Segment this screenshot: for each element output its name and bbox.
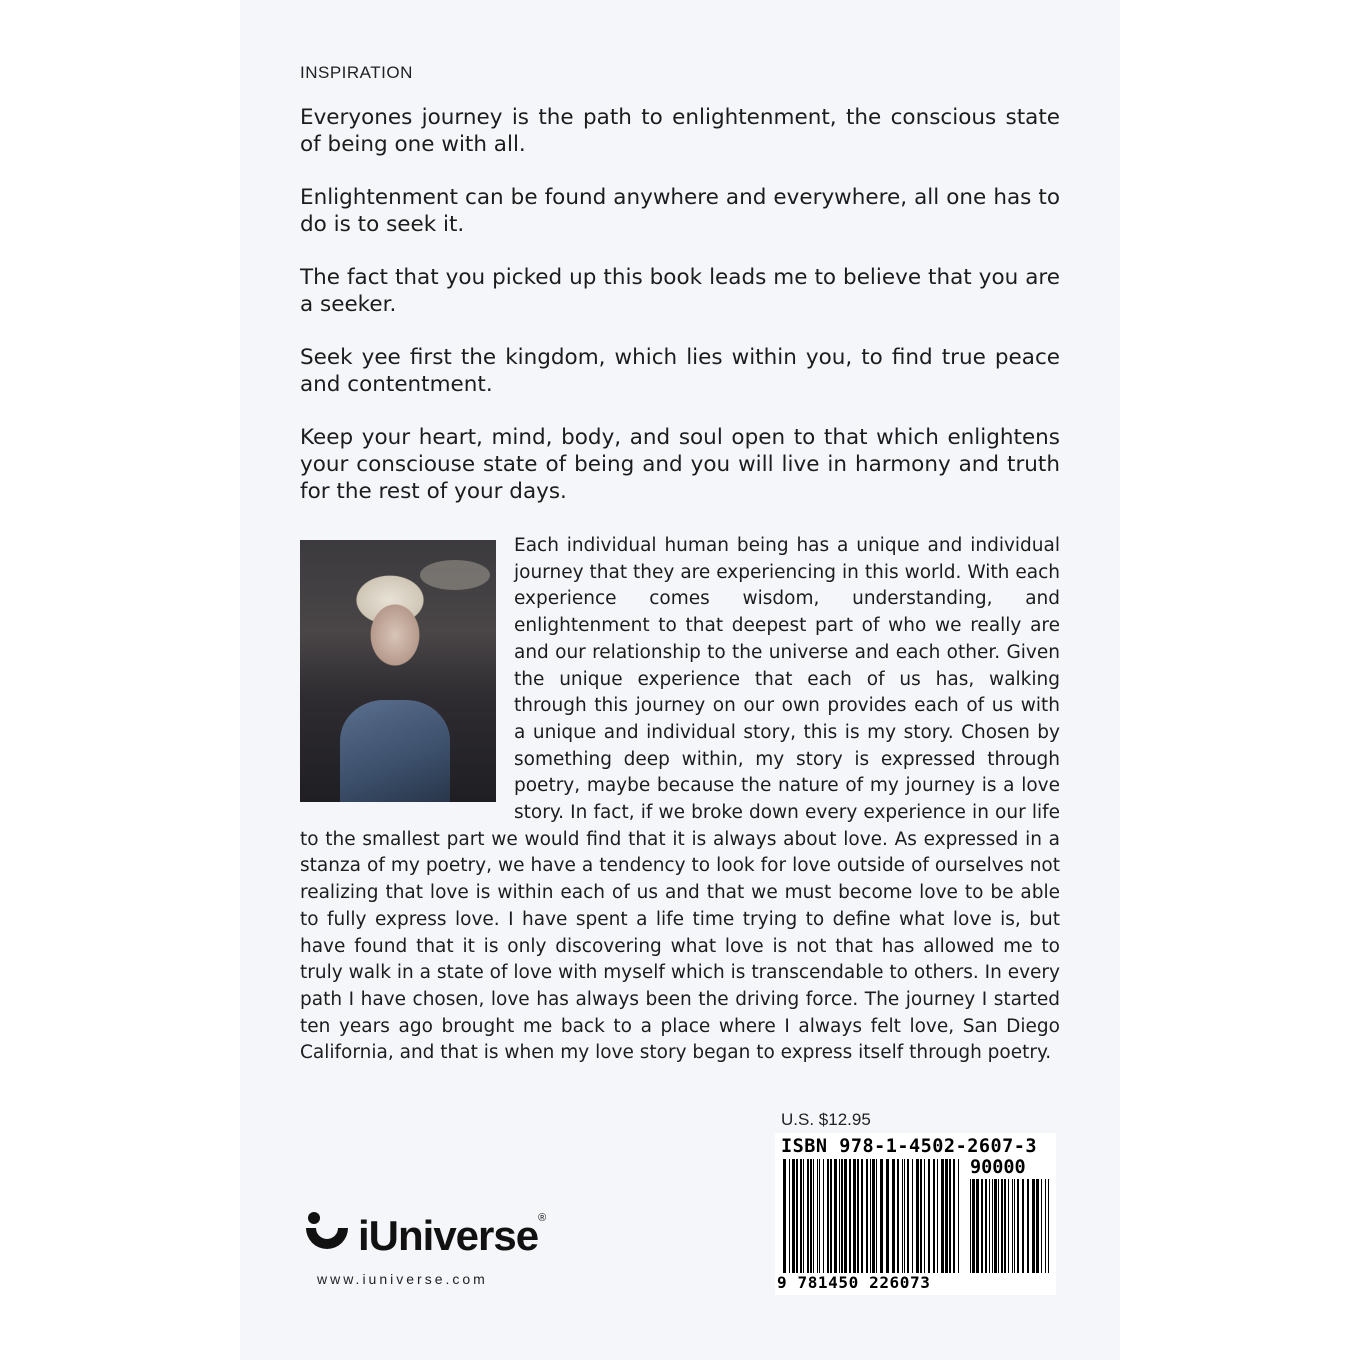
barcode-bar <box>904 1159 905 1273</box>
barcode-bar <box>989 1179 990 1273</box>
barcode-bar <box>849 1159 851 1273</box>
barcode-bar <box>1027 1179 1029 1273</box>
barcode-bar <box>853 1159 856 1273</box>
barcode-bar <box>949 1159 951 1273</box>
barcode-bar <box>970 1179 971 1273</box>
isbn-number: ISBN 978-1-4502-2607-3 <box>781 1136 1038 1157</box>
barcode-bar <box>807 1159 809 1273</box>
addon-barcode-bars <box>970 1179 1050 1283</box>
barcode-bar <box>1001 1179 1003 1273</box>
barcode-bar <box>992 1179 993 1273</box>
barcode-bar <box>876 1159 877 1273</box>
barcode-bar <box>937 1159 938 1273</box>
barcode-bar <box>912 1159 913 1273</box>
barcode-bar <box>1045 1179 1046 1273</box>
author-bio <box>300 533 1060 1067</box>
ean-number: 9 781450 226073 <box>777 1273 931 1292</box>
barcode-bar <box>928 1159 930 1273</box>
barcode-bar <box>819 1159 820 1273</box>
intro-text <box>300 104 1060 531</box>
barcode-bar <box>872 1159 875 1273</box>
barcode-bar <box>834 1159 837 1273</box>
barcode-bar <box>916 1159 919 1273</box>
barcode-bar <box>870 1159 871 1273</box>
photo-scarf <box>340 700 450 802</box>
barcode-bar <box>941 1159 944 1273</box>
publisher-url: www.iuniverse.com <box>317 1271 488 1287</box>
barcode-bar <box>857 1159 859 1273</box>
intro-paragraph: Seek yee first the kingdom, which lies within you, to find true peace and contentment. <box>300 345 1060 397</box>
barcode-bar <box>920 1159 922 1273</box>
ean-barcode-bars <box>783 1159 961 1283</box>
intro-paragraph: Everyones journey is the path to enlightenment, the conscious state of being one with all. <box>300 105 1060 157</box>
barcode-bar <box>1012 1179 1013 1273</box>
isbn-barcode <box>775 1133 1056 1295</box>
publisher-name <box>358 1212 545 1260</box>
publisher-logo <box>302 1210 545 1262</box>
barcode-bar <box>1032 1179 1035 1273</box>
intro-paragraph: Keep your heart, mind, body, and soul open to that which enlightens your consciouse state of being and you will live in harmony and truth for the rest of your days. <box>300 425 1060 504</box>
barcode-bar <box>789 1159 790 1283</box>
barcode-bar <box>907 1159 909 1273</box>
barcode-bar <box>841 1159 843 1273</box>
barcode-bar <box>981 1179 983 1273</box>
bio-text: Each individual human being has a unique and individual journey that they are experiencing in this world. With each experience comes wisdom, understanding, and enlightenment to that deepest part of who we really are and our relationship to the universe and each other. Given the unique experience that each of us has, walking through this journey on our own provides each of us with a unique and individual story, this is my story. Chosen by something deep within, my story is expressed through poetry, maybe because the nature of my journey is a love story. In fact, if we broke down every experience in our life to the smallest part we would find that it is always about love. As expressed in a stanza of my poetry, we have a tendency to look for love outside of ourselves not realizing that love is within each of us and that we must become love to be able to fully express love. I have spent a life time trying to define what love is, but have found that it is only discovering what love is not that has allowed me to truly walk in a state of love with myself which is transcendable to others. In every path I have chosen, love has always been the driving force. The journey I started ten years ago brought me back to a place where I always felt love, San Diego California, and that is when my love story began to express itself through poetry. <box>300 535 1060 1064</box>
author-photo <box>300 540 496 802</box>
barcode-bar <box>839 1159 840 1273</box>
photo-background-light <box>420 560 490 590</box>
barcode-bar <box>924 1159 925 1273</box>
price-label: U.S. $12.95 <box>781 1110 871 1129</box>
barcode-bar <box>985 1179 987 1273</box>
barcode-bar <box>897 1159 899 1283</box>
barcode-bar <box>1017 1179 1019 1273</box>
registered-mark: ® <box>538 1212 546 1224</box>
barcode-bar <box>953 1159 955 1273</box>
barcode-bar <box>958 1159 959 1273</box>
barcode-addon-number: 90000 <box>970 1157 1026 1178</box>
barcode-bar <box>813 1159 814 1273</box>
intro-paragraph: The fact that you picked up this book leads me to believe that you are a seeker. <box>300 265 1060 317</box>
intro-paragraph: Enlightenment can be found anywhere and everywhere, all one has to do is to seek it. <box>300 185 1060 237</box>
barcode-bar <box>972 1179 975 1273</box>
barcode-bar <box>830 1159 832 1273</box>
barcode-bar <box>866 1159 868 1273</box>
barcode-bar <box>810 1159 812 1273</box>
barcode-bar <box>844 1159 847 1273</box>
barcode-bar <box>817 1159 818 1273</box>
barcode-bar <box>945 1159 948 1273</box>
barcode-bar <box>886 1159 889 1273</box>
publisher-name-text: iUniverse <box>358 1212 539 1259</box>
barcode-bar <box>803 1159 804 1273</box>
barcode-bar <box>827 1159 829 1273</box>
barcode-bar <box>783 1159 786 1283</box>
iuniverse-logo-icon <box>302 1210 352 1262</box>
barcode-bar <box>933 1159 935 1273</box>
barcode-bar <box>861 1159 863 1273</box>
barcode-bar <box>994 1179 997 1273</box>
barcode-bar <box>1048 1179 1049 1273</box>
barcode-bar <box>902 1159 903 1283</box>
barcode-bar <box>796 1159 798 1273</box>
barcode-bar <box>880 1159 883 1273</box>
barcode-bar <box>823 1159 824 1273</box>
barcode-bar <box>998 1179 999 1273</box>
barcode-bar <box>976 1179 979 1273</box>
barcode-bar <box>1041 1179 1042 1273</box>
barcode-bar <box>1008 1179 1009 1273</box>
barcode-bar <box>892 1159 895 1273</box>
barcode-bar <box>792 1159 795 1273</box>
barcode-bar <box>1014 1179 1015 1273</box>
barcode-bar <box>1004 1179 1006 1273</box>
barcode-bar <box>1022 1179 1024 1273</box>
category-label: INSPIRATION <box>300 63 413 82</box>
barcode-bar <box>800 1159 802 1273</box>
barcode-bar <box>1036 1179 1039 1273</box>
